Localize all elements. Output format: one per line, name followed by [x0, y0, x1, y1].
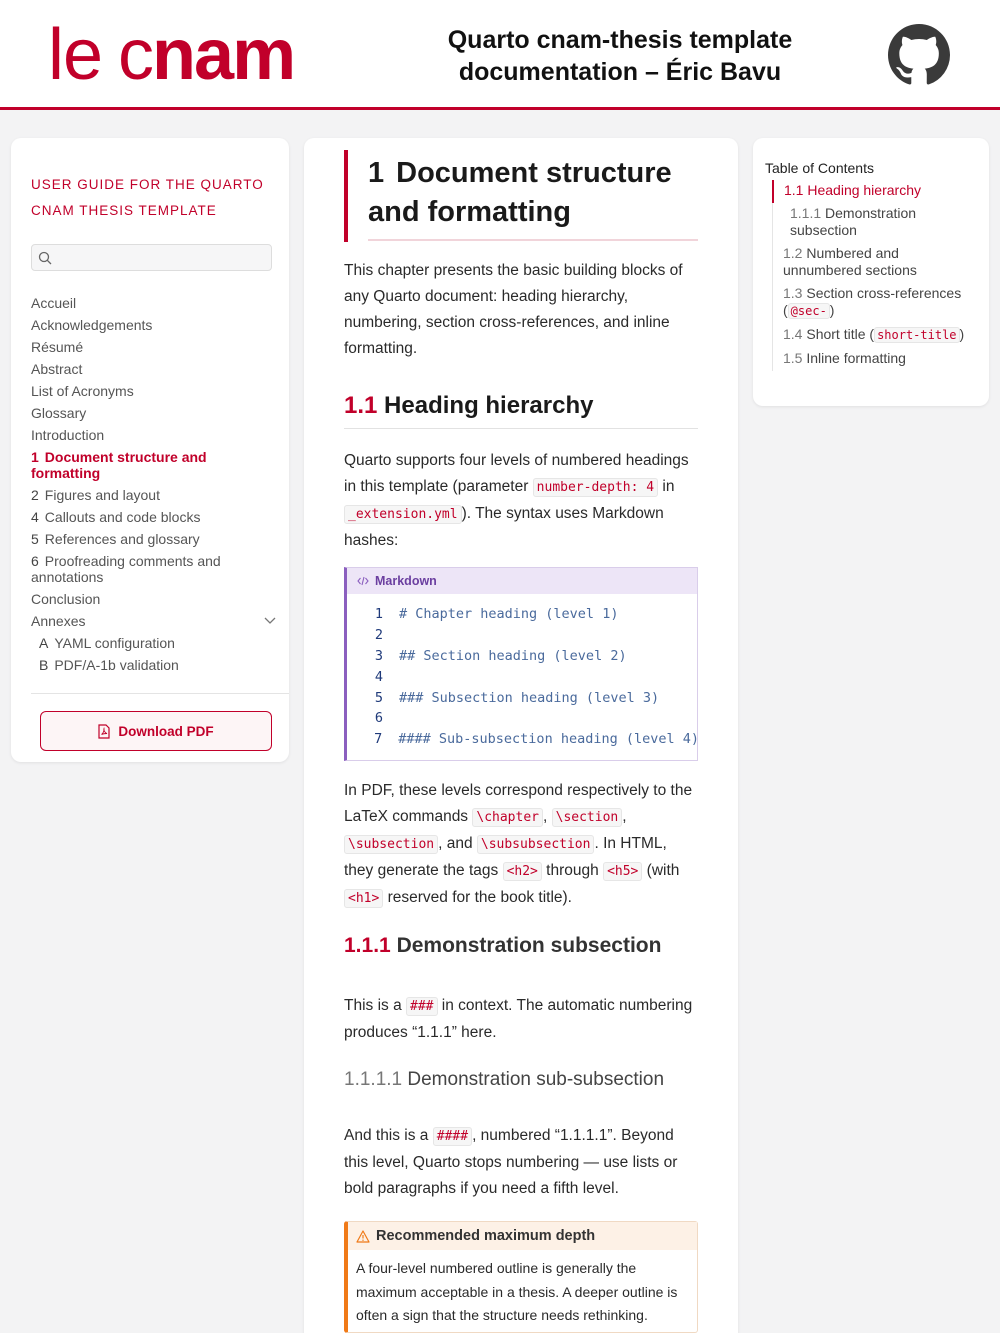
sidebar — [11, 138, 289, 762]
sidebar-item-yaml[interactable]: A YAML configuration — [39, 635, 175, 651]
paragraph-subsubsection: And this is a #### , numbered “1.1.1.1”. Beyond this level, Quarto stops numbering — use lists or bold paragraphs if you need a fifth level. — [344, 1127, 678, 1197]
chapter-title: 1 Document structure and formatting — [368, 157, 672, 228]
sidebar-item-conclusion[interactable]: Conclusion — [31, 591, 101, 607]
inline-code: ### — [406, 997, 437, 1016]
inline-code: \subsubsection — [477, 835, 595, 854]
subsection-heading: 1.1.1 Demonstration subsection — [344, 934, 662, 957]
logo-le: le — [48, 15, 103, 95]
section-heading: 1.1 Heading hierarchy — [344, 392, 698, 429]
sidebar-item-references[interactable]: 5 References and glossary — [31, 531, 200, 547]
inline-code: @sec- — [788, 303, 830, 319]
sidebar-item-figures[interactable]: 2 Figures and layout — [31, 487, 160, 503]
site-header — [0, 0, 1000, 110]
logo-cnam: cnam — [118, 15, 295, 95]
sidebar-item-acknowledgements[interactable]: Acknowledgements — [31, 317, 153, 333]
subsubsection-heading: 1.1.1.1 Demonstration sub-subsection — [344, 1069, 665, 1090]
toc-title: Table of Contents — [765, 160, 874, 176]
sidebar-item-abstract[interactable]: Abstract — [31, 361, 83, 377]
inline-code: <h5> — [603, 862, 642, 881]
code-block — [344, 567, 698, 761]
intro-paragraph: This chapter presents the basic building blocks of any Quarto document: heading hierarchy, numbering, section cross-references, and inline formatting. — [344, 262, 683, 357]
download-pdf-button[interactable] — [40, 711, 272, 751]
search-input[interactable] — [31, 244, 272, 271]
toc-item-heading-hierarchy[interactable]: 1.1 Heading hierarchy — [772, 180, 972, 203]
sidebar-nav — [31, 292, 276, 676]
code-line: 7 #### Sub-subsection heading (level 4) — [374, 731, 699, 748]
sidebar-title[interactable]: USER GUIDE FOR THE QUARTO CNAM THESIS TEMPLATE — [31, 177, 264, 218]
toc-item-short-title[interactable]: 1.4 Short title ( short-title ) — [783, 326, 965, 342]
main-content — [304, 138, 738, 1333]
callout-title: Recommended maximum depth — [376, 1228, 596, 1244]
inline-code: <h1> — [344, 889, 383, 908]
code-language: Markdown — [375, 574, 437, 588]
toc-item-inline-formatting[interactable]: 1.5 Inline formatting — [783, 350, 906, 366]
sidebar-item-proofreading[interactable]: 6 Proofreading comments and annotations — [31, 553, 221, 585]
sidebar-item-introduction[interactable]: Introduction — [31, 427, 105, 443]
code-lines[interactable] — [347, 604, 699, 750]
download-pdf-label: Download PDF — [118, 723, 214, 739]
code-block-header[interactable] — [347, 568, 697, 594]
code-line: 5 ### Subsection heading (level 3) — [374, 689, 660, 706]
code-line: 3 ## Section heading (level 2) — [374, 647, 627, 664]
sidebar-item-annexes[interactable]: Annexes — [31, 610, 276, 632]
warning-icon — [356, 1230, 370, 1243]
code-line: 4 — [374, 668, 383, 685]
search-icon — [38, 251, 52, 265]
sidebar-item-callouts[interactable]: 4 Callouts and code blocks — [31, 509, 201, 525]
inline-code: #### — [433, 1127, 472, 1146]
inline-code: \chapter — [472, 808, 543, 827]
site-title[interactable]: Quarto cnam-thesis template documentation – Éric Bavu — [447, 26, 793, 86]
inline-code: number-depth: 4 — [533, 478, 658, 497]
callout-header[interactable] — [348, 1222, 697, 1250]
callout-body: A four-level numbered outline is generally the maximum acceptable in a thesis. A deeper outline is often a sign that the structure needs rethinking. — [356, 1260, 678, 1323]
inline-code: <h2> — [503, 862, 542, 881]
sidebar-item-document-structure[interactable]: 1 Document structure and formatting — [31, 449, 207, 481]
toc-item-demonstration-subsection[interactable]: 1.1.1 Demonstration subsection — [790, 205, 917, 238]
sidebar-item-pdfa[interactable]: B PDF/A-1b validation — [39, 657, 179, 673]
code-icon — [357, 576, 369, 586]
chevron-down-icon[interactable] — [264, 617, 276, 625]
warning-callout — [344, 1221, 698, 1333]
github-icon[interactable] — [888, 24, 950, 86]
paragraph-subsection: This is a ### in context. The automatic numbering produces “1.1.1” here. — [344, 997, 693, 1041]
inline-code: _extension.yml — [344, 505, 462, 524]
code-line: 6 — [374, 710, 383, 727]
inline-code: \subsection — [344, 835, 438, 854]
toc-item-numbered-sections[interactable]: 1.2 Numbered and unnumbered sections — [783, 245, 917, 278]
code-line: 2 — [374, 627, 383, 644]
cnam-logo[interactable] — [48, 14, 294, 94]
toc-item-cross-references[interactable]: 1.3 Section cross-references ( @sec- ) — [783, 285, 962, 318]
sidebar-item-acronyms[interactable]: List of Acronyms — [31, 383, 134, 399]
chapter-divider — [368, 239, 698, 241]
toc-list — [772, 180, 972, 371]
pdf-file-icon — [98, 724, 110, 739]
sidebar-item-accueil[interactable]: Accueil — [31, 295, 77, 311]
table-of-contents — [753, 138, 989, 406]
sidebar-item-glossary[interactable]: Glossary — [31, 405, 87, 421]
chapter-header — [344, 150, 698, 242]
sidebar-item-resume[interactable]: Résumé — [31, 339, 84, 355]
sidebar-divider — [31, 693, 289, 694]
code-line: 1 # Chapter heading (level 1) — [374, 606, 619, 623]
inline-code: \section — [552, 808, 623, 827]
paragraph-latex-commands: In PDF, these levels correspond respectively to the LaTeX commands \chapter , \section , \subsection , and \subsubsection . In HTML, they generate the tags <h2> through <h5> (with <h1> reserved for the book title). — [344, 782, 693, 906]
inline-code: short-title — [874, 327, 959, 343]
paragraph-heading-levels: Quarto supports four levels of numbered headings in this template (parameter number-depth: 4 in _extension.yml ). The syntax uses Markdown hashes: — [344, 452, 689, 549]
